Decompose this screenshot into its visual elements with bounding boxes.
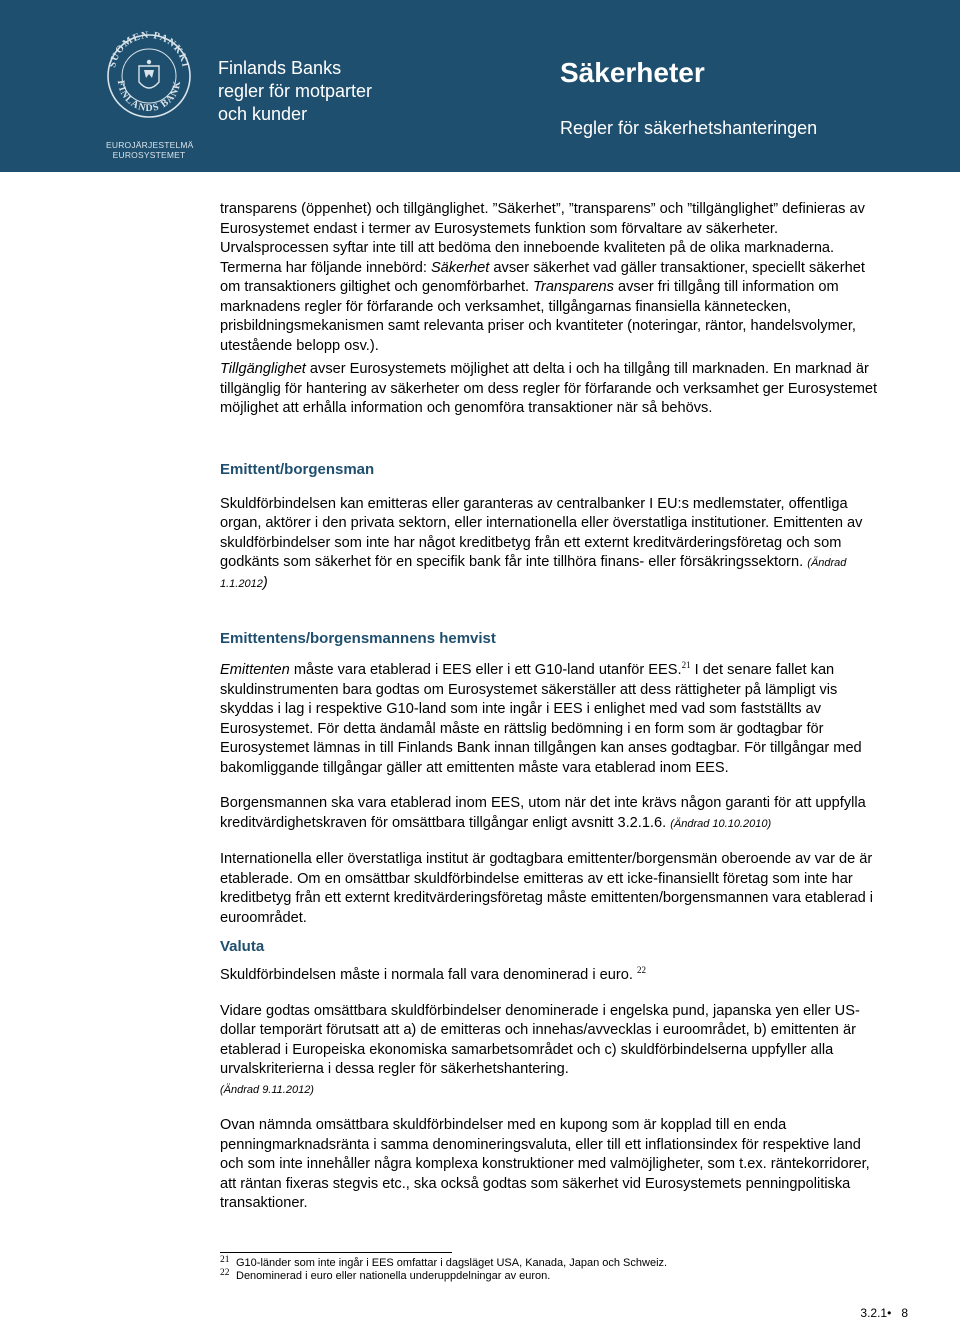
paragraph-intro: transparens (öppenhet) och tillgänglighet. ”Säkerhet”, ”transparens” och ”tillgänglighet” definieras av Eurosystemet endast i termer av Eurosystemets funktion som förvaltare av säkerheter. Urvalsprocessen syftar inte till att bedöma den inneboende kvaliteten på de olika marknaderna. Termerna har följande innebörd: Säkerhet avser säkerhet vad gäller transaktioner, speciellt säkerhet om transaktioners giltighet och genomförbarhet. Transparens avser fri tillgång till information om marknadens regler för förfarande och verksamhet, tillgångarnas finansiella kännetecken, prisbildningsmekanismen samt relevanta priser och kvantiteter (noteringar, räntor, handelsvolymer, utestående belopp osv.). — [220, 201, 865, 354]
footnotes — [220, 1252, 880, 1282]
heading-issuer-residence: Emittentens/borgensmannens hemvist — [220, 630, 496, 647]
paragraph-issuer-residence: Emittenten måste vara etablerad i EES eller i ett G10-land utanför EES.$^{21}$ I det senare fallet kan skuldinstrumenten bara godtas om Eurosystemet säkerställer att dess rättigheter på lämpligt vis skyddas i lag i respektive G10-land som inte ingår i EES i enlighet med vad som fastställts av Eurosystemet. För detta ändamål måste en rättslig bedömning i en form som är godtagbar för Eurosystemet lämnas in till Finlands Bank innan tillgången kan anses godtagbar. För tillgångar med bakomliggande tillgångar gäller att emittenten måste vara etablerad inom EES. — [220, 660, 862, 776]
section-number: 3.2.1 — [860, 1306, 888, 1319]
footnote-ref-22: 22 — [636, 965, 646, 976]
heading-currency: Valuta — [220, 938, 265, 955]
eurosystem-label: EUROJÄRJESTELMÄ EUROSYSTEMET — [106, 140, 194, 160]
bank-logo — [106, 22, 192, 162]
bullet-icon: • — [887, 1306, 892, 1319]
page-number-value: 8 — [901, 1306, 908, 1319]
footnote-ref-21: 21 — [681, 660, 691, 671]
paragraph-international: Internationella eller överstatliga institut är godtagbara emittenter/borgensmän oberoende av var de är etablerade. Om en omsättbar skuldförbindelse emitteras av ett icke-finansiellt företag som inte har kreditbetyg från ett externt kreditvärderingsföretag måste emittenten/borgensmannen vara etablerad i euroområdet. — [220, 851, 874, 926]
bank-name-line1: Finlands Banks — [218, 58, 342, 78]
paragraph-issuer: Skuldförbindelsen kan emitteras eller garanteras av centralbanker I EU:s medlemstater, offentliga organ, aktörer i den privata sektorn, eller internationella eller överstatliga institutioner. Emittenten av skuldförbindelser som inte har något kreditbetyg från ett externt kreditvärderingsföretag och som godkänts som säkerhet för en specifik bank får inte tillhöra finans- eller försäkringssektorn. (Ändrad 1.1.2012) — [220, 495, 863, 591]
heading-issuer: Emittent/borgensman — [220, 460, 375, 478]
page-header — [0, 0, 960, 172]
page-number — [860, 1307, 908, 1319]
footnote-21: 21 G10-länder som inte ingår i EES omfattar i dagsläget USA, Kanada, Japan och Schweiz. — [220, 1255, 668, 1269]
bank-name-line2: regler för motparter — [218, 81, 373, 101]
paragraph-currency: Skuldförbindelsen måste i normala fall vara denominerad i euro. $^{22}$ — [220, 965, 646, 983]
bank-name — [218, 57, 372, 126]
paragraph-accessibility: Tillgänglighet avser Eurosystemets möjlighet att delta i och ha tillgång till marknaden. En marknad är tillgänglig för hantering av säkerheter om dess regler för förfarande och verksamhet ger Eurosystemet möjlighet att erhålla information och genomföra transaktioner när så behövs. — [220, 361, 878, 416]
paragraph-coupon: Ovan nämnda omsättbara skuldförbindelser med en kupong som är kopplad till en enda penningmarknadsränta i samma denomineringsvaluta, eller till ett inflationsindex för respektive land och som inte innehåller några komplexa konstruktioner med valmöjligheter, som t.ex. räntekorridorer, att räntan fixeras stegvis etc., ska också godtas som säkerhet vid Eurosystemets penningpolitiska transaktioner. — [220, 1117, 870, 1211]
document-subtitle: Regler för säkerhetshanteringen — [560, 118, 818, 138]
paragraph-foreign-currency: Vidare godtas omsättbara skuldförbindelser denominerade i engelska pund, japanska yen eller US-dollar temporärt förutsatt att a) de emitteras och innehas/avvecklas i euroområdet, b) emittenten är etablerad i Europeiska ekonomiska samarbetsområdet och c) skuldförbindelserna uppfyller alla urvalskriterierna i dessa regler för säkerhetshantering. (Ändrad 9.11.2012) — [220, 1002, 860, 1096]
paragraph-guarantor: Borgensmannen ska vara etablerad inom EES, utom när det inte krävs någon garanti för att uppfylla kreditvärdighetskraven för omsättbara tillgångar enligt avsnitt 3.2.1.6. (Ändrad 10.10.2010) — [220, 795, 866, 831]
logo-text-bottom: FINLANDS BANK — [114, 79, 184, 115]
document-title: Säkerheter — [560, 57, 705, 88]
bank-name-line3: och kunder — [218, 104, 308, 124]
footnote-divider — [220, 1252, 452, 1253]
document-body — [220, 200, 880, 1214]
logo-text-top: SUOMEN PANKKI — [107, 29, 191, 69]
bank-seal-icon — [106, 22, 192, 138]
footnote-22: 22 Denominerad i euro eller nationella underuppdelningar av euron. — [220, 1267, 551, 1282]
